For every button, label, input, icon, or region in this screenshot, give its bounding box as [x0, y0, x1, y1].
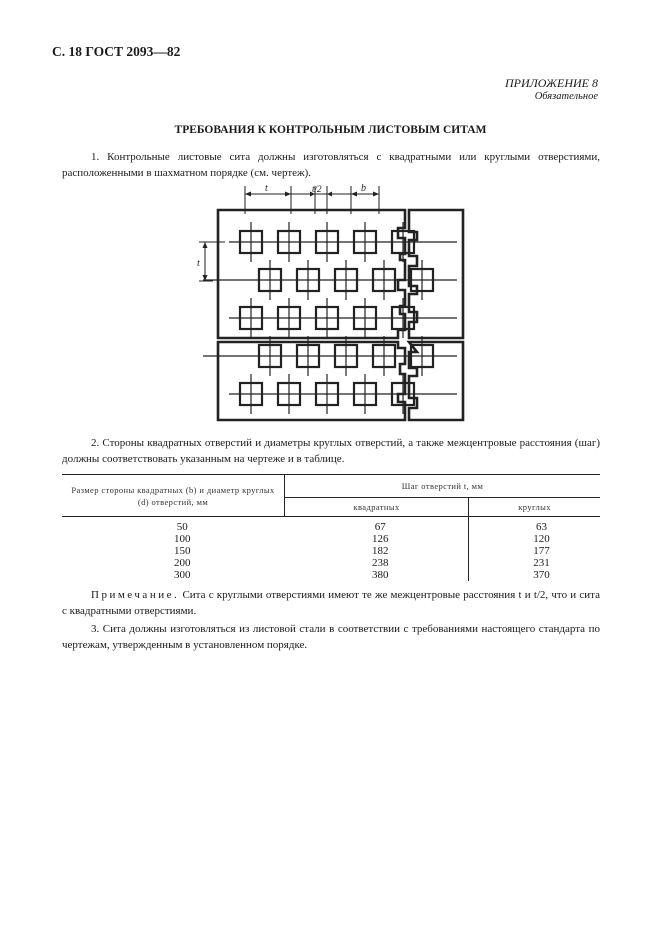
paragraph-3: 3. Сита должны изготовляться из листовой стали в соответствии с требованиями настоящего стандарта по чертежам, утвержденным в установленном порядке. — [62, 623, 600, 651]
section-title: ТРЕБОВАНИЯ К КОНТРОЛЬНЫМ ЛИСТОВЫМ СИТАМ — [174, 124, 487, 136]
appendix-number: ПРИЛОЖЕНИЕ 8 — [505, 76, 598, 90]
cell-pitch-round: 120 — [533, 533, 550, 545]
sieve-drawing — [195, 182, 475, 438]
cell-size: 50 — [176, 521, 188, 533]
table-row — [62, 545, 600, 557]
cell-pitch-square: 238 — [285, 557, 469, 569]
dim-label-b: b — [361, 183, 366, 194]
appendix-status: Обязательное — [534, 91, 598, 102]
col-header-square: квадратных — [285, 498, 469, 517]
dim-label-t-half: t/2 — [312, 184, 322, 194]
panel-bottom-left — [218, 342, 405, 420]
cell-size: 300 — [174, 569, 191, 581]
cell-pitch-square: 126 — [285, 533, 469, 545]
cell-pitch-round: 370 — [533, 569, 550, 581]
table-row — [62, 533, 600, 545]
cell-pitch-square: 182 — [285, 545, 469, 557]
cell-pitch-square: 67 — [285, 517, 469, 534]
table-row — [62, 569, 600, 581]
panel-top-right — [409, 210, 463, 338]
dim-label-t-side: t — [197, 258, 200, 269]
appendix-block — [505, 76, 598, 104]
panel-bottom-right — [409, 342, 463, 420]
dim-label-t: t — [265, 183, 268, 194]
cell-size: 150 — [174, 545, 191, 557]
page-header: С. 18 ГОСТ 2093—82 — [52, 44, 181, 59]
note-text: Сита с круглыми отверстиями имеют те же межцентровые расстояния t и t/2, что и сита с квадратными отверстиями. — [62, 589, 600, 617]
col-header-round: круглых — [469, 498, 600, 517]
col-header-size: Размер стороны квадратных (b) и диаметр круглых (d) отверстий, мм — [62, 475, 285, 517]
cell-pitch-round: 231 — [533, 557, 550, 569]
cell-size: 100 — [174, 533, 191, 545]
cell-size: 200 — [174, 557, 191, 569]
note-label: Примечание. — [91, 589, 180, 601]
cell-pitch-round: 177 — [533, 545, 550, 557]
cell-pitch-round: 63 — [536, 521, 548, 533]
paragraph-2: 2. Стороны квадратных отверстий и диаметры круглых отверстий, а также межцентровые расстояния (шаг) должны соответствовать указанным на чертеже и в таблице. — [62, 437, 600, 465]
col-header-pitch: Шаг отверстий t, мм — [285, 475, 601, 498]
table-note — [62, 588, 600, 619]
hole-size-table — [62, 474, 600, 581]
table-row — [62, 517, 600, 534]
cell-pitch-square: 380 — [285, 569, 469, 581]
table-row — [62, 557, 600, 569]
paragraph-1: 1. Контрольные листовые сита должны изготовляться с квадратными или круглыми отверстиями, расположенными в шахматном порядке (см. чертеж). — [62, 151, 600, 179]
